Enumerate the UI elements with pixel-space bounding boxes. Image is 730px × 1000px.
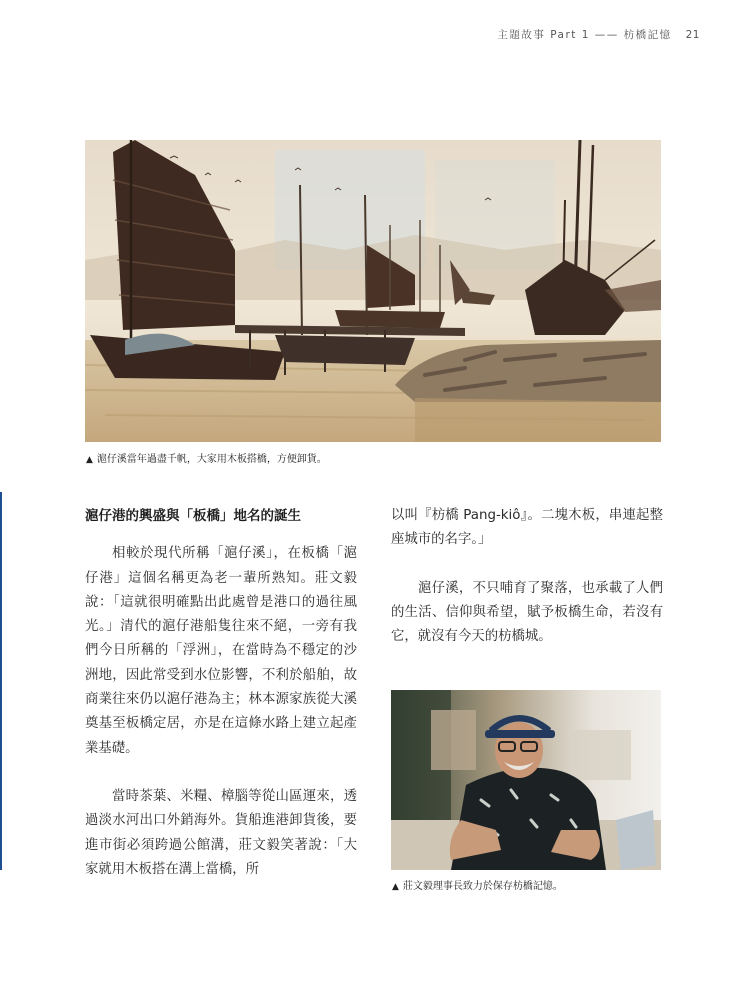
photo-caption-text: 莊文毅理事長致力於保存枋橋記憶。 — [402, 881, 563, 892]
painting-caption-text: 滬仔溪當年過盡千帆，大家用木板搭橋，方便卸貨。 — [96, 454, 327, 465]
article-paragraph-2: 當時茶葉、米糧、樟腦等從山區運來，透過淡水河出口外銷海外。貨船進港卸貨後，要進市街必須跨過公館溝，莊文毅笑著說：「大家就用木板搭在溝上當橋，所 — [85, 788, 357, 877]
article-right-column — [391, 504, 663, 649]
article-paragraph-4: 滬仔溪，不只哺育了聚落，也承載了人們的生活、信仰與希望，賦予板橋生命，若沒有它，就沒有今天的枋橋城。 — [391, 580, 663, 645]
page-number: 21 — [685, 29, 700, 41]
section-title: 主題故事 Part 1 —— 枋橋記憶 — [497, 29, 672, 41]
article-heading: 滬仔港的興盛與「板橋」地名的誕生 — [85, 508, 301, 524]
article-paragraph-3: 以叫『枋橋 Pang-kiô』。二塊木板，串連起整座城市的名字。」 — [391, 508, 663, 548]
painting-caption — [86, 450, 327, 465]
caption-triangle-icon: ▲ — [86, 455, 93, 465]
running-header — [497, 27, 700, 42]
article-paragraph-1: 相較於現代所稱「滬仔溪」，在板橋「滬仔港」這個名稱更為老一輩所熟知。莊文毅說：「這就很明確點出此處曾是港口的過往風光。」清代的滬仔港船隻往來不絕，一旁有我們今日所稱的「浮洲」，在當時為不穩定的沙洲地，因此常受到水位影響，不利於船舶，故商業往來仍以滬仔港為主；林本源家族從大溪奠基至板橋定居，亦是在這條水路上建立起產業基礎。 — [85, 546, 357, 756]
portrait-photo — [391, 690, 661, 870]
caption-triangle-icon: ▲ — [392, 882, 399, 892]
article-left-column — [85, 504, 357, 882]
harbor-painting — [85, 140, 661, 442]
photo-caption — [392, 877, 563, 892]
page-edge-accent-rule — [0, 492, 2, 870]
